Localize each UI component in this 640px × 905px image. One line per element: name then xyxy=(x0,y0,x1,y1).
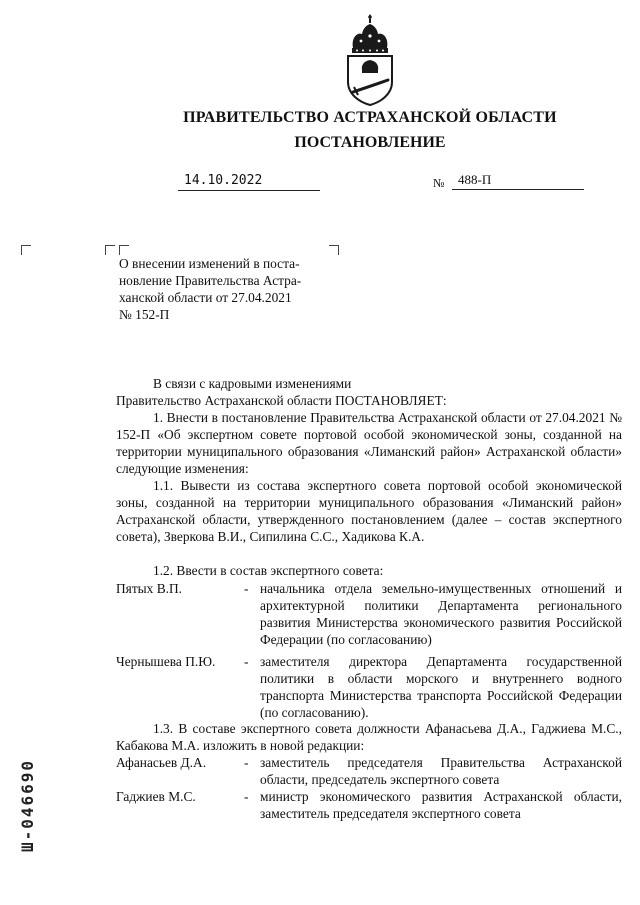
subject-line: ханской области от 27.04.2021 xyxy=(119,290,292,305)
member-name: Чернышева П.Ю. xyxy=(116,654,216,669)
corner-mark xyxy=(329,245,339,255)
document-date: 14.10.2022 xyxy=(178,173,320,191)
member-name: Пятых В.П. xyxy=(116,581,183,596)
member-dash: - xyxy=(244,755,249,770)
member-role: заместитель председателя Правительства Астраханской области, председатель экспертного совета xyxy=(260,755,622,787)
document-number-field xyxy=(452,172,584,190)
organization-title: ПРАВИТЕЛЬСТВО АСТРАХАНСКОЙ ОБЛАСТИ xyxy=(183,109,557,126)
clause-1-2: 1.2. Ввести в состав экспертного совета: xyxy=(153,563,384,578)
subject-line: О внесении изменений в поста- xyxy=(119,256,300,271)
member-dash: - xyxy=(244,789,249,804)
clause-1-1: 1.1. Вывести из состава экспертного совета портовой особой экономической зоны, созданной на территории муниципального образования «Лиманский район» Астраханской области, утвержденного постановлением (далее – состав экспертного совета), Зверкова В.И., Сипилина С.С., Хадикова К.А. xyxy=(116,478,622,544)
subject-line: № 152-П xyxy=(119,307,170,322)
number-sign: № xyxy=(433,176,445,190)
member-role: заместителя директора Департамента государственной политики в области морского и внутреннего водного транспорта Министерства транспорта Российской Федерации (по согласованию). xyxy=(260,654,622,720)
member-dash: - xyxy=(244,654,249,669)
serial-number: Ш-046690 xyxy=(18,758,37,852)
member-name: Афанасьев Д.А. xyxy=(116,755,207,770)
preamble-line: В связи с кадровыми изменениями xyxy=(153,376,352,391)
corner-mark xyxy=(105,245,115,255)
serial-stamp xyxy=(18,732,37,852)
corner-mark xyxy=(119,245,129,255)
subject-line: новление Правительства Астра- xyxy=(119,273,302,288)
member-dash: - xyxy=(244,581,249,596)
document-type-title: ПОСТАНОВЛЕНИЕ xyxy=(294,134,446,151)
corner-mark xyxy=(21,245,31,255)
member-role: министр экономического развития Астраханской области, заместитель председателя экспертного совета xyxy=(260,789,622,821)
clause-1: 1. Внести в постановление Правительства Астраханской области от 27.04.2021 № 152-П «Об экспертном совете портовой особой экономической зоны, созданной на территории муниципального образования «Лиманский район» Астраханской области» следующие изменения: xyxy=(116,410,622,476)
preamble-resolution: Правительство Астраханской области ПОСТАНОВЛЯЕТ: xyxy=(116,393,447,408)
document-subject xyxy=(119,255,337,323)
coat-of-arms-emblem xyxy=(343,14,397,106)
member-name: Гаджиев М.С. xyxy=(116,789,196,804)
document-number: 488-П xyxy=(458,172,492,187)
member-role: начальника отдела земельно-имущественных отношений и архитектурной политики Департамента регионального развития Министерства экономического развития Российской Федерации (по согласованию) xyxy=(260,581,622,647)
clause-1-3: 1.3. В составе экспертного совета должности Афанасьева Д.А., Гаджиева М.С., Кабакова М.А. изложить в новой редакции: xyxy=(116,721,622,753)
